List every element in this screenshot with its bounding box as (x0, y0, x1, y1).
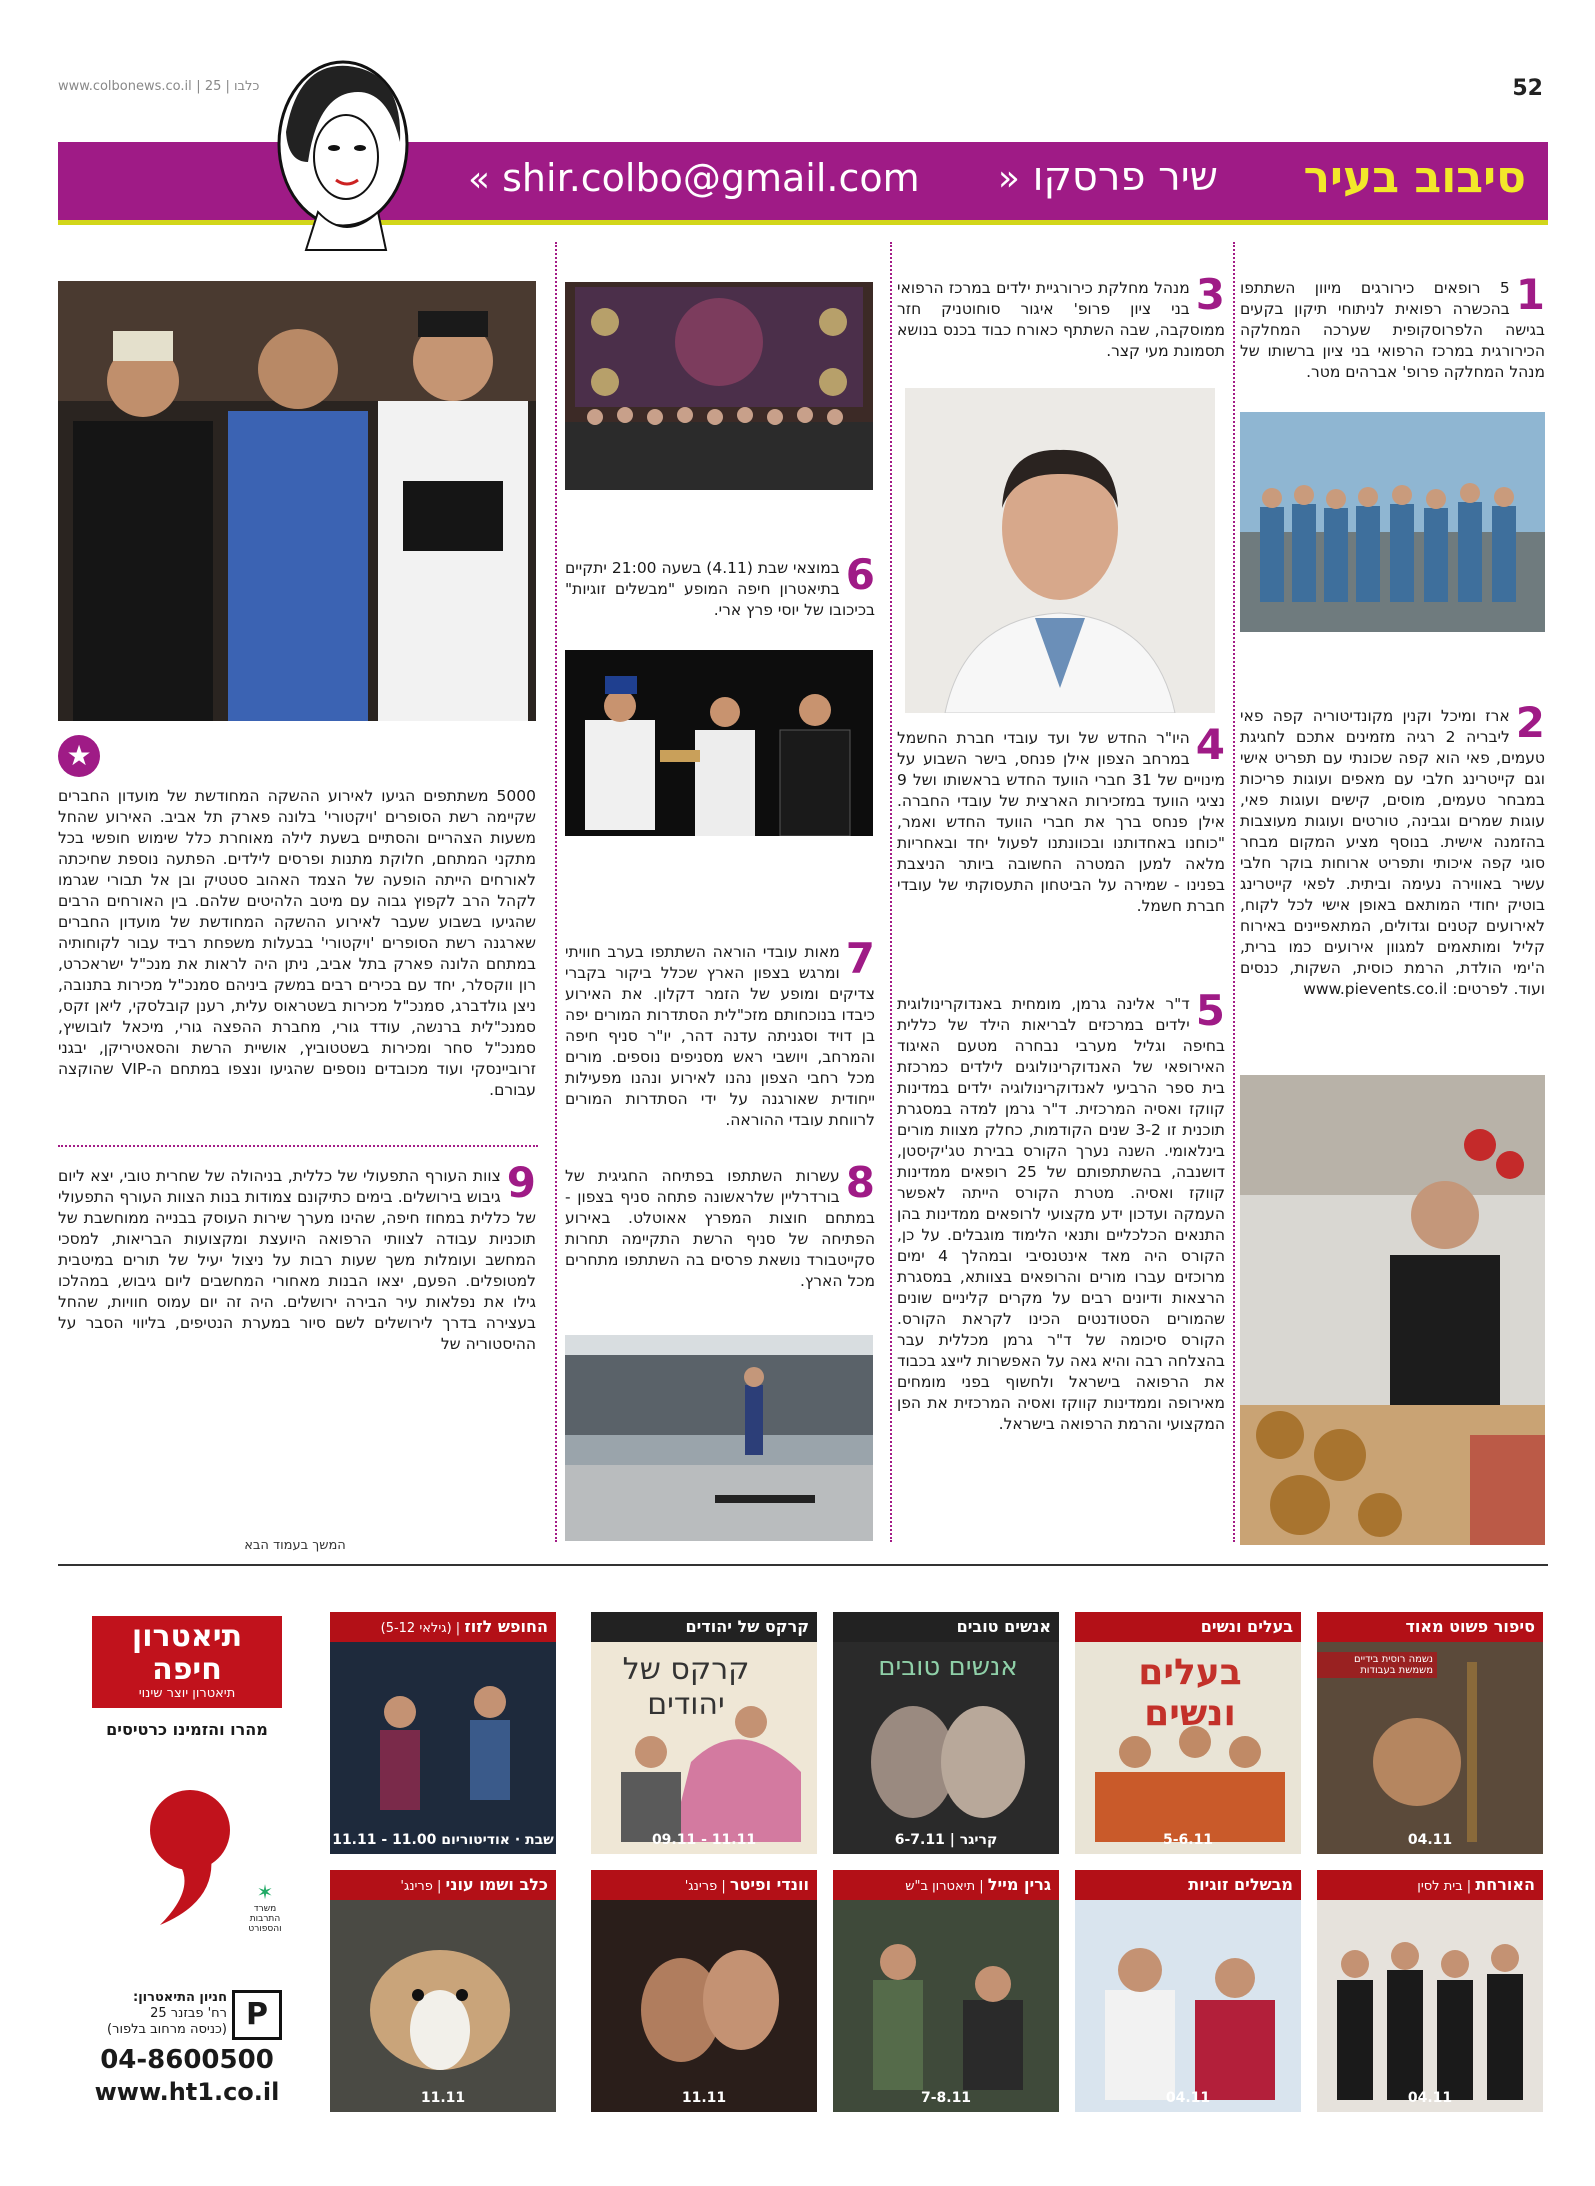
show-poster-caption: נשמה רוסית בידיים משמשת בעבודות (1353, 1654, 1433, 1676)
article-text: במוצאי שבת (4.11) בשעה 21:00 יתקיים בתיאטרון חיפה המופע "מבשלים זוגיות" בכיכובו של יוסי פרץ ארי. (565, 559, 875, 619)
theatre-logo (92, 1616, 282, 1708)
article-number: 3 (1195, 270, 1225, 319)
star-logo-icon: ✶ (256, 1880, 274, 1904)
author-email-text: shir.colbo@gmail.com (502, 156, 920, 200)
show-title-text: קרקס של יהודים (685, 1617, 809, 1636)
photo-group-event (565, 282, 873, 490)
column-divider (1233, 242, 1235, 1542)
article-2 (1240, 698, 1545, 1000)
arrow-icon: « (468, 159, 491, 200)
show-title-text: החופש לזוז (464, 1617, 548, 1636)
ministry-logo (240, 1880, 290, 1934)
photo-victory-event-image (58, 281, 536, 721)
show-title-text: אנשים טובים (956, 1617, 1051, 1636)
article-text: מנהל מחלקת כירורגיית ילדים במרכז הרפואי בני ציון פרופ' איגור סוחוטניק חזר ממוסקבה, שבה השתתף כאורח כבוד בכנס בנושא תסמונת מעי קצר. (897, 279, 1225, 360)
column-title: סיבוב בעיר (1303, 152, 1526, 203)
theatre-tagline: תיאטרון יוצר שינוי (138, 1686, 236, 1701)
photo-cafe-owner-image (1240, 1075, 1545, 1545)
ministry-text: משרד התרבות והספורט (248, 1904, 282, 1934)
author-name (998, 154, 1218, 200)
show-title (833, 1870, 1059, 1900)
article-1 (1240, 270, 1545, 383)
parking-icon: P (232, 1990, 282, 2040)
show-title-text: סיפור פשוט מאוד (1405, 1617, 1535, 1636)
show-date: 04.11 (1407, 2090, 1453, 2106)
author-caricature (268, 52, 418, 252)
photo-group-event-image (565, 282, 873, 490)
photo-cafe-owner (1240, 1075, 1545, 1545)
photo-stage-show (565, 650, 873, 836)
show-poster-image (330, 1642, 556, 1854)
site-url[interactable] (58, 79, 259, 94)
article-text: 5 רופאים כירורגים מיוון השתתפו בהכשרה רפואית לניתוחי תיקון בקעים בגישה הלפרוסקופית שערכה המחלקה הכירורגית במרכז הרפואי בני ציון ברשותו של מנהל המחלקה פרופ' אברהים מטר. (1240, 279, 1545, 381)
theatre-logo-line2: חיפה (152, 1652, 222, 1687)
photo-victory-event (58, 281, 536, 721)
article-6 (565, 550, 875, 621)
show-title-text: וונדי ופיטר (729, 1875, 809, 1894)
arrow-icon: « (997, 158, 1020, 199)
article-8 (565, 1158, 875, 1292)
article-number: 9 (506, 1158, 536, 1207)
show-date: 04.11 (1165, 2090, 1211, 2106)
parking-info (92, 1990, 227, 2038)
article-text: מאות עובדי הוראה השתתפו בערב חוויתי ומרגש בצפון הארץ שכלל ביקור בקברי צדיקים ומופע של הזמר דקלון. את האירוע כיבדו בנוכחותם מזכ"לית הסתדרות המורים יפה בן דויד וסגניתה עדנה דהר, יו"ר סניף חיפה והמרחב, ויושבי ראש מסניפים נוספים. מורים מכל רחבי הצפון נהנו לאירוע ונהנו מפעילות ייחודית שאורגנה על ידי הסתדרות המורים לרווחת עובדי ההוראה. (565, 943, 875, 1129)
show-card[interactable] (591, 1612, 817, 1854)
author-name-text: שיר פרסקו (1032, 154, 1218, 200)
feature-article (58, 786, 536, 1101)
show-card[interactable] (1317, 1870, 1543, 2112)
photo-stage-show-image (565, 650, 873, 836)
ad-divider (58, 1564, 1548, 1566)
theatre-website[interactable]: www.ht1.co.il (94, 2078, 280, 2106)
article-text: ארז ומיכל וקנין מקונדיטוריה קפה פאי ליבריה 2 רגיה מזמינים אתכם לחגיגת טעמים, פאי הוא קפה שכונתי עם תפריט אישי וגם קייטרינג חלבי עם מאפים ועוגות פריכות במבחר טעמים, מוסים, קישים ועוגות פאי, עוגות שמרים וגבינה, טורטים ועוגות מעוצבות בהזמנה אישית. בנוסף מציע המקום מבחר סוגי קפה איכותי ותפריט ארוחות בוקר חלבי עשיר באווירה נעימה וביתית. לפאי קייטרינג בוטיק יחודי המותאם באופן אישי לכל לקוח, לאירועים קטנים וגדולים, המתאפיינים באירוח קליל ומותאמים למגוון אירועים כמו ברית, ה'ימי הולדת, הרמת כוסית, השקות, כנסים ועוד. לפרטים: www.pievents.co.il (1240, 707, 1545, 998)
article-number: 1 (1515, 270, 1545, 319)
show-title-text: בעלים ונשים (1200, 1617, 1293, 1636)
show-venue: | (גילאי 5-12) (380, 1621, 465, 1636)
parking-title: חניון התיאטרון: (133, 1990, 227, 2005)
feature-text: 5000 משתתפים הגיעו לאירוע ההשקה המחודשת של מועדון החברים שקיימה רשת הסופרים 'ויקטורי' בלונה פארק תל אביב. האירוע שהחל משעות הצהריים והסתיים בשעת לילה מאוחרת כלל שימוש חופשי בכל מתקני המתחם, חלוקת מתנות ופרסים לילדים. הפתעה נוספת שחיכתה לאורחים הייתה הופעה של הצמד האהוב סטטיק ובן אל תבורי שגרמו לקהל הרב לקפוץ גבוה עם מיטב הלהיטים שלהם. בין האורחים הרבים שהגיעו בשבוע שעבר לאירוע ההשקה המחודשת של מועדון החברים שארגנה רשת הסופרים 'ויקטורי' בבעלות משפחת רביד עבור לקוחותיה במתחם הלונה פארק בתל אביב, ניתן היה לראות את מנכ"ל ישראכרט, רון ווקסלר, יחד עם בכירים רבים במשק ביניהם סמנכ"ל מכירות בתנובה, ניצן גולדברג, סמנכ"ל מכירות בשטראוס עלית, רענן קובלסקי, ליאן זקס, סמנכ"לית ברנשה, עודד גורי, מחברת ההפצה גורי, מיכאל לובושיץ, סמנכ"ל סחר ומכירות בשטטוביץ, אושיית הרשת והסאטיריקן, יבגני זרוביינסקי ועוד מכובדים נוספים שהגיעו ונצפו במתחם ה-VIP שהוקצה עבורם. (58, 787, 537, 1099)
show-date: שבת · אודיטוריום 11.00 - 11.11 (332, 1832, 554, 1848)
star-icon: ★ (58, 735, 100, 777)
show-poster-caption: אנשים טובים (878, 1652, 1018, 1682)
column-divider (890, 242, 892, 1542)
show-date: 09.11 - 11.11 (651, 1832, 757, 1848)
show-card[interactable] (833, 1612, 1059, 1854)
show-card[interactable] (591, 1870, 817, 2112)
show-title-text: כלב ושמו עוני (445, 1875, 548, 1894)
show-venue: | פרינג' (400, 1879, 446, 1894)
show-card[interactable] (330, 1612, 556, 1854)
show-title (591, 1870, 817, 1900)
column-divider (555, 242, 557, 1542)
article-number: 5 (1195, 986, 1225, 1035)
show-title (1075, 1612, 1301, 1642)
show-title-text: גרין מייל (987, 1875, 1051, 1894)
show-poster-caption: קרקס של יהודים (622, 1652, 750, 1722)
show-title (330, 1612, 556, 1642)
show-date: 7-8.11 (920, 2090, 972, 2106)
photo-surgeon-portrait-image (905, 388, 1215, 713)
show-title (1317, 1612, 1543, 1642)
show-card[interactable] (1075, 1870, 1301, 2112)
photo-surgeons (1240, 412, 1545, 632)
show-date: 04.11 (1407, 1832, 1453, 1848)
continue-next-page: המשך בעמוד הבא (244, 1538, 346, 1553)
show-date: 5-6.11 (1162, 1832, 1214, 1848)
author-email[interactable] (468, 156, 920, 200)
photo-surgeons-image (1240, 412, 1545, 632)
show-poster-image (330, 1900, 556, 2112)
article-4 (897, 720, 1225, 917)
show-poster-image (1075, 1900, 1301, 2112)
show-venue: | בית לסין (1417, 1879, 1476, 1894)
article-number: 8 (845, 1158, 875, 1207)
theatre-phone[interactable]: 04-8600500 (100, 2045, 274, 2075)
show-date: 6-7.11 | קריגר (894, 1832, 998, 1848)
show-poster-image (591, 1900, 817, 2112)
site-url-text: www.colbonews.co.il (58, 79, 192, 94)
comma-logo-icon (140, 1780, 230, 1930)
article-number: 6 (845, 550, 875, 599)
show-date: 11.11 (420, 2090, 466, 2106)
parking-note: (כניסה מרחוב בלפור) (107, 2022, 227, 2037)
section-divider (58, 1145, 538, 1147)
show-title (833, 1612, 1059, 1642)
article-text: צוות העורף התפעולי של כללית, בניהולה של שחרית טובי, יצא ליום גיבוש בירושלים. בימים כתיקונם צמודות בנות הצוות העורף התפעולי של כללית במחוז חיפה, שהינו מערך שירות העוסק בבנייה ממוחשבת של תוכניות עבודה לצוותי הרפואה היועצת ומקצועות הבריאות, למסכי המחשב ועומלות משך שעות רבות על ניצול יעיל של תורים במיטבית למטופלים. הפעם, יצאו הבנות מאחורי המחשבים ליום גיבוש, במהלכו גילו את נפלאות עיר הבירה ירושלים. היה זה יום עמוס חוויות, שהחל בעצירה בדרך לירושלים לשם סיור במערת הנטיפים, בליווי הסבר על ההיסטוריה של (58, 1167, 536, 1353)
article-text: ד"ר אלינה גרמן, מומחית באנדוקרינולוגית ילדים במרכזים לבריאות הילד של כללית בחיפה וגליל מערבי נבחרה מטעם האיגוד האירופאי של האנדוקרינולוגים לילדים כמרכזת בית ספר הרביעי לאנדוקרינולוגיה ילדים במדינות קווקז ואסיה המרכזית. ד"ר גרמן למדה במסגרת תוכנית זו 3-2 שנים הקודמות, כחלק מצוות מורים בינלאומי. השנה נערך הקורס בבירת טג'יקיסטן, דושנבה, בהשתתפותם של 25 רופאים ממדינות קווקז ואסיה. מטרת הקורס הייתה לאפשר העמקה ועדכון ידע מקצועי לרופאים ממדינות בהן התנאים הכלכליים ותנאי הלימוד מוגבלים. על כן, הקורס היה מאד אינטנסיבי ובמהלך 4 ימים מרוכזים עברו מורים והרופאים בצוותא, במסגרת הרצאות ודיונים רבים על מקרים קליניים שונים שהמורים הסטודנטים הכינו לקראת הקורס. הקורס סיכומה של ד"ר גרמן מכללית עבר בהצלחה רבה והיא גאה על האפשרות לייצג בכבוד את הרפואה בישראל ולחשוף בפני מומחים מאירופה וממדינות קווקז ואסיה המרכזית את הפן המקצועי והרמת הרפואה בישראל. (897, 995, 1225, 1433)
show-title (591, 1612, 817, 1642)
show-venue: | תיאטרון ב"ש (905, 1879, 988, 1894)
parking-address: רח' פבזנר 25 (150, 2006, 227, 2021)
show-title-text: מבשלים זוגיות (1188, 1875, 1293, 1894)
article-5 (897, 986, 1225, 1435)
show-card[interactable] (833, 1870, 1059, 2112)
article-text: היו"ר החדש של ועד עובדי חברת החשמל במרחב הצפון אילן פנחס, בישר השבוע על מינויים של 31 חברי הוועד החדש בראשותו ושל 9 נציגי הוועד במזכירות הארצית של עובדי החברה. אילן פנחס ברך את חברי הוועד החדש ואמר, "כוחנו באחדותנו ובכוונתנו לפעול יחד ובאחריות מלאה למען המטרה החשובה ביותר הניצבת בפנינו - שמירה על הביטחון התעסוקתי של עובדי חברת חשמל. (897, 729, 1225, 915)
article-number: 7 (845, 934, 875, 983)
tickets-cta[interactable]: מהרו והזמינו כרטיסים (106, 1720, 268, 1739)
article-number: 4 (1195, 720, 1225, 769)
show-poster-image (833, 1900, 1059, 2112)
show-title (1317, 1870, 1543, 1900)
show-title (1075, 1870, 1301, 1900)
show-date: 11.11 (681, 2090, 727, 2106)
article-3 (897, 270, 1225, 362)
photo-surgeon-portrait (905, 388, 1215, 713)
photo-skate-store-image (565, 1335, 873, 1541)
show-title-text: האורחת (1475, 1875, 1535, 1894)
theatre-logo-line1: תיאטרון (131, 1619, 243, 1654)
show-title (330, 1870, 556, 1900)
photo-skate-store (565, 1335, 873, 1541)
show-card[interactable] (1075, 1612, 1301, 1854)
show-poster-image (1317, 1900, 1543, 2112)
show-poster-caption: בעלים ונשים (1138, 1652, 1242, 1734)
article-7 (565, 934, 875, 1131)
article-number: 2 (1515, 698, 1545, 747)
page-number: 52 (1512, 76, 1543, 101)
article-text: עשרות השתתפו בפתיחה החגיגית של בורדרליין שלראשונה פתחה סניף בצפון - במתחם חוצות המפרץ אאוטלט. באירוע הפתיחה של סניף הרשת התקיימה תחרות סקייטבורד נושאת פרסים בה השתתפו מתחרים מכל הארץ. (565, 1167, 875, 1290)
issue-label: | כלבו | 25 (196, 79, 260, 94)
show-card[interactable] (330, 1870, 556, 2112)
show-venue: | פרינג' (684, 1879, 730, 1894)
article-9 (58, 1158, 536, 1355)
show-card[interactable] (1317, 1612, 1543, 1854)
